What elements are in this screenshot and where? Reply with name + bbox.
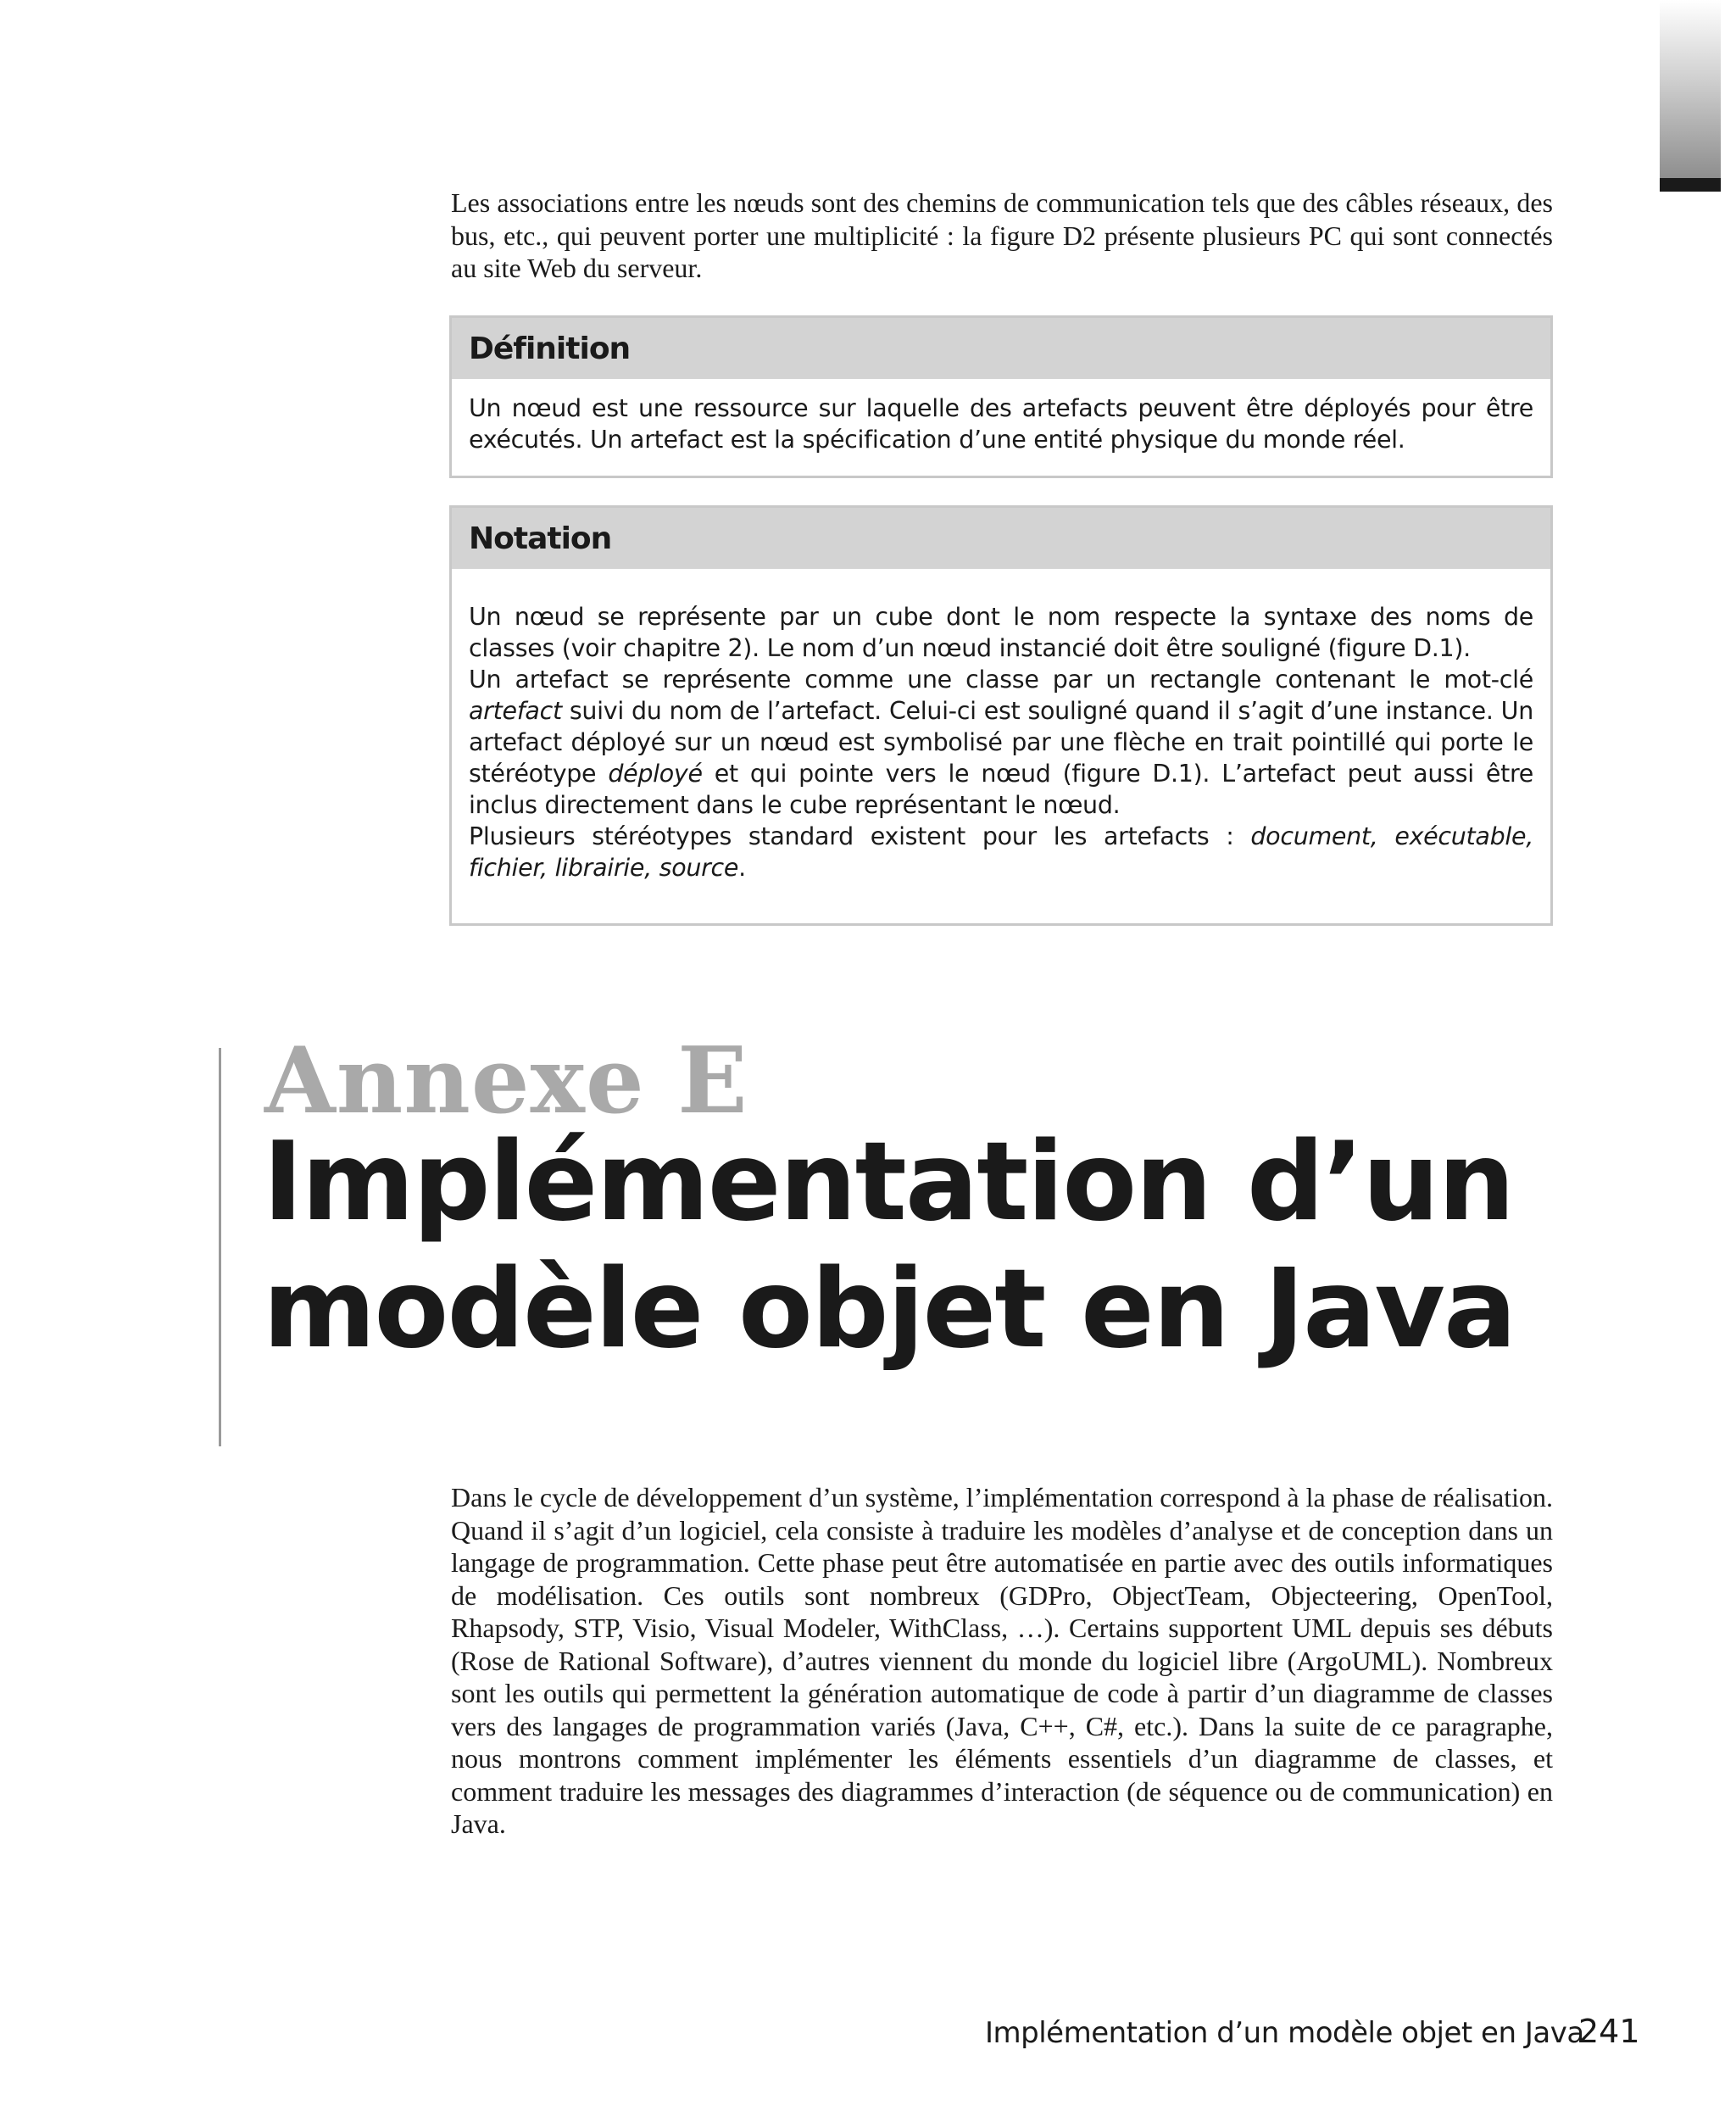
chapter-title-line-1: Implémentation d’un — [263, 1119, 1514, 1245]
notation-p2-stereotype: déployé — [608, 760, 703, 788]
chapter-title — [263, 1119, 1515, 1373]
notation-text — [452, 569, 1550, 900]
notation-p3-text-a: Plusieurs stéréotypes standard existent pour les artefacts : — [469, 822, 1251, 850]
thumb-index-tab — [1660, 0, 1721, 178]
notation-p2-text-c: et qui pointe vers le nœud (figure D.1). L’artefact peut aussi être inclus directement dans le cube représentant le nœud. — [469, 760, 1533, 819]
notation-p3-text-b: . — [738, 854, 746, 882]
page-number: 241 — [1578, 2013, 1640, 2050]
notation-p3-stereotypes: document, exécutable, fichier, librairie, source — [469, 822, 1533, 882]
running-footer-title: Implémentation d’un modèle objet en Java — [985, 2016, 1584, 2050]
chapter-label: Annexe E — [264, 1028, 748, 1134]
notation-paragraph-1: Un nœud se représente par un cube dont le nom respecte la syntaxe des noms de classes (voir chapitre 2). Le nom d’un nœud instancié doit être souligné (figure D.1). — [469, 603, 1533, 662]
chapter-margin-rule — [219, 1048, 221, 1446]
definition-text — [452, 379, 1550, 472]
notation-p2-keyword: artefact — [469, 697, 562, 725]
chapter-title-line-2: modèle objet en Java — [263, 1246, 1516, 1373]
notation-paragraph-3 — [469, 821, 1533, 883]
definition-paragraph: Un nœud est une ressource sur laquelle des artefacts peuvent être déployés pour être exécutés. Un artefact est la spécification d’une entité physique du monde réel. — [469, 394, 1533, 454]
notation-p2-text-b: suivi du nom de l’artefact. Celui-ci est souligné quand il s’agit d’une instance. Un artefact déployé sur un nœud est symbolisé par une flèche en trait pointillé qui porte le stéréotype — [469, 697, 1533, 788]
definition-heading: Définition — [452, 318, 1550, 379]
notation-box — [449, 505, 1553, 926]
definition-box — [449, 315, 1553, 478]
thumb-index-bar — [1660, 178, 1721, 192]
intro-paragraph: Les associations entre les nœuds sont des chemins de communication tels que des câbles réseaux, des bus, etc., qui peuvent porter une multiplicité : la figure D2 présente plusieurs PC qui sont connectés au site Web du serveur. — [451, 187, 1553, 283]
notation-p2-text-a: Un artefact se représente comme une classe par un rectangle contenant le mot-clé — [469, 666, 1533, 694]
notation-heading: Notation — [452, 508, 1550, 569]
body-paragraph: Dans le cycle de développement d’un système, l’implémentation correspond à la phase de réalisation. Quand il s’agit d’un logiciel, cela consiste à traduire les modèles d’analyse et de conception dans un langage de programmation. Cette phase peut être automatisée en partie avec des outils informatiques de modélisation. Ces outils sont nombreux (GDPro, ObjectTeam, Objecteering, OpenTool, Rhapsody, STP, Visio, Visual Modeler, WithClass, …). Certains supportent UML depuis ses débuts (Rose de Rational Software), d’autres viennent du monde du logiciel libre (ArgoUML). Nombreux sont les outils qui permettent la génération automatique de code à partir d’un diagramme de classes vers des langages de programmation variés (Java, C++, C#, etc.). Dans la suite de ce paragraphe, nous montrons comment implémenter les éléments essentiels d’un diagramme de classes, et comment traduire les messages des diagrammes d’interaction (de séquence ou de communication) en Java. — [451, 1482, 1553, 1839]
notation-paragraph-2 — [469, 664, 1533, 821]
